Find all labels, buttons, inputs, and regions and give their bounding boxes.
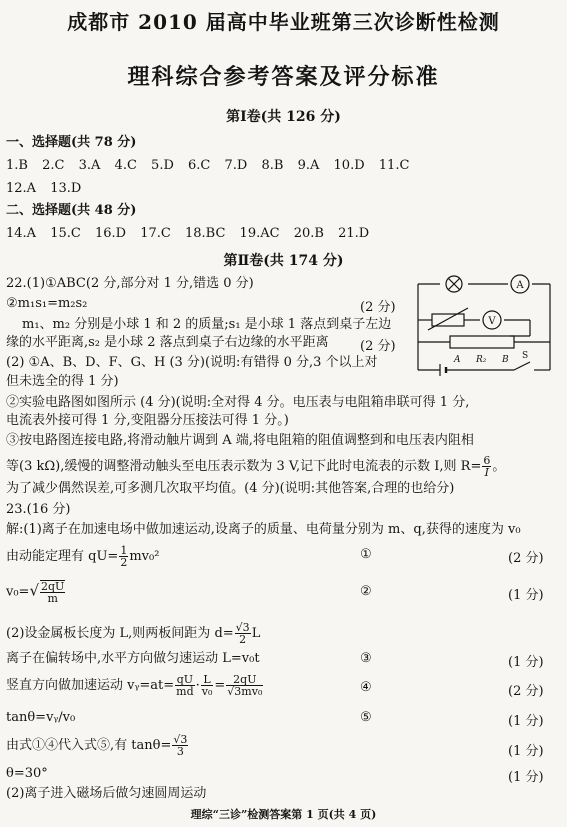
document-subtitle: 理科综合参考答案及评分标准 xyxy=(127,64,440,90)
fraction: $\frac{√3}{3}$ xyxy=(173,733,188,758)
answer: 2.C xyxy=(42,158,65,173)
eq2-score: (1 分) xyxy=(508,588,544,603)
q22-line11: 为了减少偶然误差,可多测几次取平均值。(4 分)(说明:其他答案,合理的也给分) xyxy=(6,481,455,496)
q22-line3: m₁、m₂ 分别是小球 1 和 2 的质量;s₁ 是小球 1 落点到桌子左边 xyxy=(22,317,392,332)
ammeter-icon xyxy=(511,275,529,293)
eq1-mark: ① xyxy=(360,547,372,562)
q22-line1: 22.(1)①ABC(2 分,部分对 1 分,错选 0 分) xyxy=(6,276,254,291)
q22-line2: ②m₁s₁=m₂s₂ xyxy=(6,296,88,311)
q22-line9: ③按电路图连接电路,将滑动触片调到 A 端,将电阻箱的阻值调整到和电压表内阻相 xyxy=(6,433,474,448)
q23-eq1: 由动能定理有 qU= $\frac{1}{2}$ mv₀² xyxy=(6,544,160,569)
q23-eq7: 由式①④代入式⑤,有 tanθ= $\frac{√3}{3}$ xyxy=(6,733,188,758)
eq5-mark: ④ xyxy=(360,680,372,695)
eq7-score: (1 分) xyxy=(508,744,544,759)
answer: 20.B xyxy=(293,226,324,241)
eq2-mark: ② xyxy=(360,584,372,599)
q23-title: 23.(16 分) xyxy=(6,502,71,517)
answer: 4.C xyxy=(114,158,137,173)
section2-title: 二、选择题(共 48 分) xyxy=(6,203,137,218)
q22-line10-text: 等(3 kΩ),缓慢的调整滑动触头至电压表示数为 3 V,记下此时电流表的示数 I,则 R= xyxy=(6,459,482,474)
answer: 6.C xyxy=(188,158,211,173)
svg-text:V: V xyxy=(488,316,496,327)
answer: 15.C xyxy=(50,226,81,241)
answer: 9.A xyxy=(297,158,320,173)
answer: 3.A xyxy=(78,158,101,173)
q22-line6: 但未选全的得 1 分) xyxy=(6,374,119,389)
answer: 1.B xyxy=(6,158,28,173)
q22-line10: 等(3 kΩ),缓慢的调整滑动触头至电压表示数为 3 V,记下此时电流表的示数 I,则 R= $\frac{6}{I}$ 。 xyxy=(6,454,506,479)
section1-answers-row2 xyxy=(6,181,91,196)
fraction: $\frac{6}{I}$ xyxy=(483,454,491,479)
lamp-icon xyxy=(446,276,462,292)
eq5-score: (2 分) xyxy=(508,684,544,699)
page-footer: 理综“三诊”检测答案第 1 页(共 4 页) xyxy=(190,808,377,821)
answer: 12.A xyxy=(6,181,37,196)
q23-intro: 解:(1)离子在加速电场中做加速运动,设离子的质量、电荷量分别为 m、q,获得的速度为 v₀ xyxy=(6,522,521,537)
answer: 11.C xyxy=(378,158,410,173)
eq8-score: (1 分) xyxy=(508,770,544,785)
q22-line7: ②实验电路图如图所示 (4 分)(说明:全对得 4 分。电压表与电阻箱串联可得 1 分, xyxy=(6,395,470,410)
q22-line4-score: (2 分) xyxy=(360,339,396,354)
answer: 14.A xyxy=(6,226,37,241)
circuit-diagram xyxy=(410,270,560,382)
q23-eq9: (2)离子进入磁场后做匀速圆周运动 xyxy=(6,786,207,801)
part2-title: 第Ⅱ卷(共 174 分) xyxy=(223,253,344,269)
answer: 8.B xyxy=(261,158,284,173)
eq6-mark: ⑤ xyxy=(360,710,372,725)
circuit-label-s: S xyxy=(522,351,529,361)
q22-line4: 缘的水平距离,s₂ 是小球 2 落点到桌子右边缘的水平距离 xyxy=(6,335,329,350)
circuit-label-a: A xyxy=(454,355,461,365)
q23-eq5: 竖直方向做加速运动 vᵧ=at= $\frac{qU}{md}$ · $\frac{L}{\text{v₀}}$ = $\frac{2qU}{\text{√3mv₀}}$ xyxy=(6,673,263,698)
document-title: 成都市 2010 届高中毕业班第三次诊断性检测 xyxy=(67,10,500,34)
fraction: $\frac{L}{\text{v₀}}$ xyxy=(201,673,213,698)
fraction: $\frac{2qU}{m}$ xyxy=(41,580,65,605)
svg-text:A: A xyxy=(516,280,524,291)
fraction: $\frac{2qU}{\text{√3mv₀}}$ xyxy=(227,673,263,698)
answer: 19.AC xyxy=(239,226,280,241)
answer: 10.D xyxy=(333,158,365,173)
answer: 7.D xyxy=(224,158,248,173)
q23-eq8: θ=30° xyxy=(6,766,48,781)
part1-title: 第Ⅰ卷(共 126 分) xyxy=(226,109,341,125)
voltmeter-icon xyxy=(483,311,501,329)
q23-eq4: 离子在偏转场中,水平方向做匀速运动 L=v₀t xyxy=(6,651,260,666)
q23-eq3: (2)设金属板长度为 L,则两板间距为 d= $\frac{√3}{2}$ L xyxy=(6,621,261,646)
q23-eq2: v₀=√ $\frac{2qU}{m}$ xyxy=(6,580,65,605)
q23-eq6: tanθ=vᵧ/v₀ xyxy=(6,710,76,725)
fraction: $\frac{√3}{2}$ xyxy=(235,621,250,646)
q22-line2-score: (2 分) xyxy=(360,300,396,315)
section2-answers-row1 xyxy=(6,226,379,241)
answer: 13.D xyxy=(50,181,82,196)
answer: 16.D xyxy=(94,226,127,241)
fraction: $\frac{qU}{md}$ xyxy=(176,673,194,698)
q22-line8: 电流表外接可得 1 分,变阻器分压接法可得 1 分。) xyxy=(6,413,289,428)
answer: 18.BC xyxy=(184,226,226,241)
q22-line5: (2) ①A、B、D、F、G、H (3 分)(说明:有错得 0 分,3 个以上对 xyxy=(6,355,378,370)
eq4-score: (1 分) xyxy=(508,655,544,670)
eq6-score: (1 分) xyxy=(508,714,544,729)
section1-title: 一、选择题(共 78 分) xyxy=(6,135,137,150)
eq1-score: (2 分) xyxy=(508,551,544,566)
answer: 17.C xyxy=(140,226,171,241)
fraction: $\frac{1}{2}$ xyxy=(120,544,128,569)
section1-answers-row1 xyxy=(6,158,419,173)
answer: 5.D xyxy=(151,158,174,173)
circuit-label-r2: R₂ xyxy=(476,355,487,365)
answer: 21.D xyxy=(338,226,370,241)
circuit-label-b: B xyxy=(502,355,509,365)
eq4-mark: ③ xyxy=(360,651,372,666)
